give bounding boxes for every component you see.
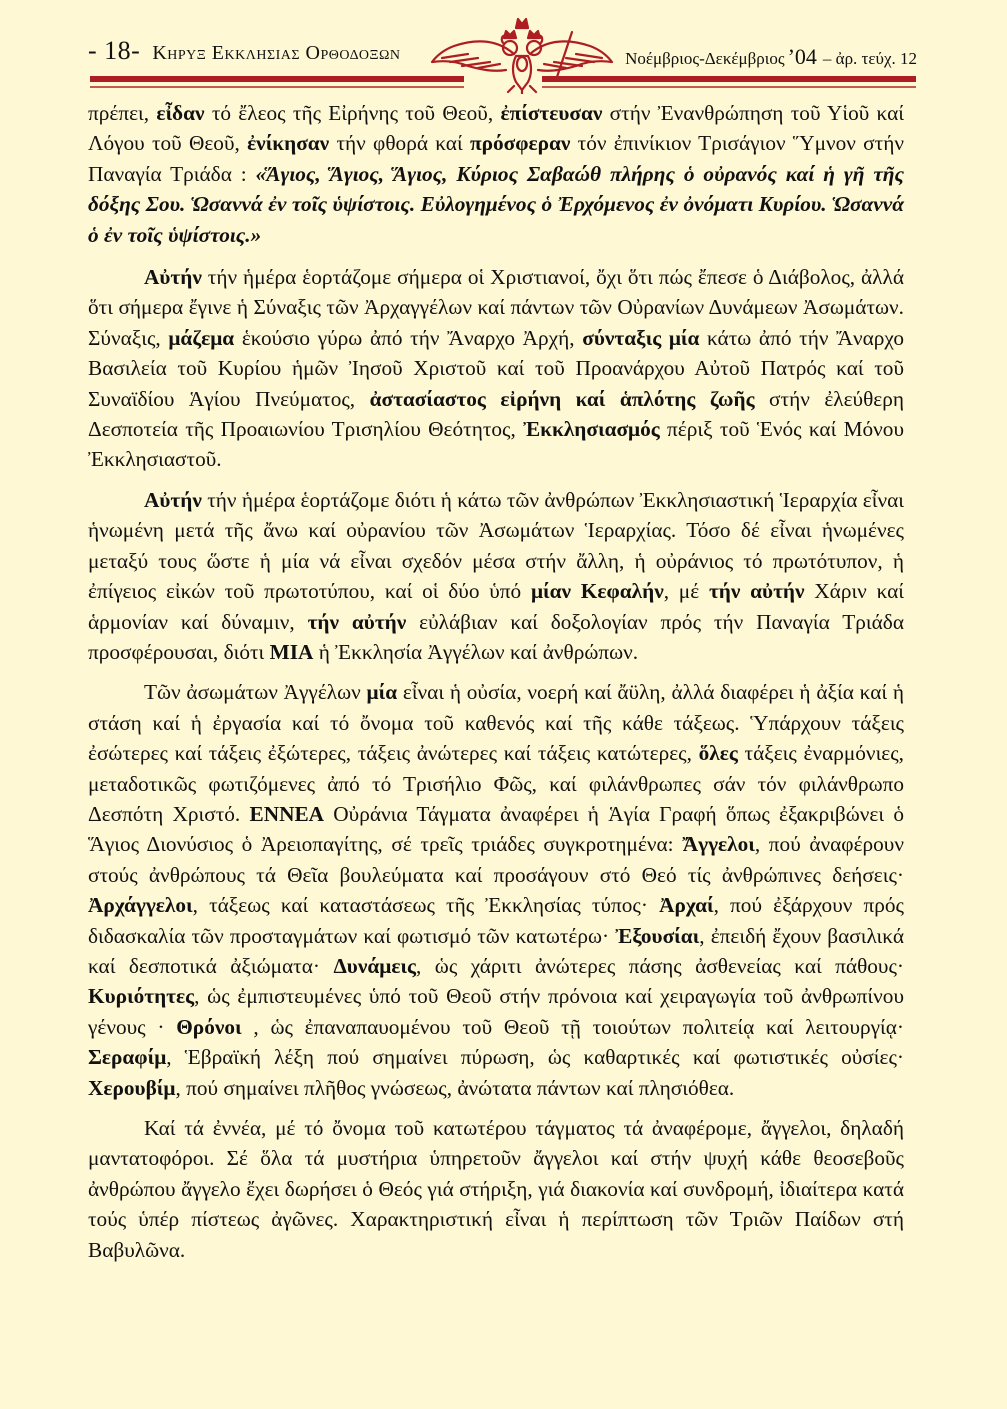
issue-months: Νοέμβριος-Δεκέμβριος — [625, 49, 785, 68]
text-run: στήν ἐλεύθερη Δεσποτεία τῆς Προαιωνίου Τρισηλίου Θεότητος, — [88, 386, 905, 442]
emphasis-text: εἶδαν — [156, 101, 205, 125]
emphasis-text: Ἀρχάγγελοι — [88, 893, 193, 918]
hymn-quote: «Ἅγιος, Ἅγιος, Ἅγιος, Κύριος Σαβαώθ πλήρης ὁ οὐρανός καί ἡ γῆ τῆς δόξης Σου. Ὡσαννά ἐν τοῖς ὑψίστοις. Εὐλογημένος ὁ Ἐρχόμενος ἐν ὀνόματι Κυρίου. Ὡσαννά ὁ ἐν τοῖς ὑψίστοις.» — [88, 161, 904, 247]
text-run: εἶναι ἡ οὐσία, νοερή καί ἄϋλη, ἀλλά διαφέρει ἡ ἀξία καί ἡ στάση καί ἡ ἐργασία καί τό ὄνομα τοῦ καθενός καί τῆς κάθε τάξεως. Ὑπάρχουν τάξεις ἐσώτερες καί τάξεις ἐξώτερες, τάξεις ἀνώτερες καί τάξεις κατώτερες, — [88, 680, 905, 766]
emphasis-text: ἀστασίαστος εἰρήνη καί ἁπλότης ζωῆς — [369, 386, 755, 411]
emphasis-text: ΜΙΑ — [269, 639, 314, 664]
text-run: ἡ Ἐκκλησία Ἀγγέλων καί ἀνθρώπων. — [313, 639, 639, 664]
emphasis-text: ἐπίστευσαν — [500, 101, 603, 125]
text-run: κάτω ἀπό τήν Ἄναρχο Βασιλεία τοῦ Κυρίου ἡμῶν Ἰησοῦ Χριστοῦ καί τοῦ Προανάρχου Αὐτοῦ Πατρός καί τοῦ Συναϊδίου Ἁγίου Πνεύματος, — [88, 325, 904, 411]
issue-info — [625, 44, 917, 70]
emphasis-text: Δυνάμεις — [333, 953, 417, 978]
text-run: Καί τά ἐννέα, μέ τό ὄνομα τοῦ κατωτέρου τάγματος τά ἀναφέρομε, ἄγγελοι, δηλαδή μαντατοφόροι. Σέ ὅλα τά μυστήρια ὑπηρετοῦν ἄγγελοι καί στήν ψυχή κάθε θεοσεβοῦς ἀνθρώπου ἄγγελο ἔχει δωρήσει ὁ Θεός γιά στήριξη, γιά διακονία καί συνδρομή, ἰδιαίτερα κατά τούς ὑπέρ πίστεως ἀγῶνες. Χαρακτηριστική εἶναι ἡ περίπτωση τῶν Τριῶν Παίδων στή Βαβυλῶνα. — [88, 1116, 904, 1262]
header-rule-thin-left — [90, 86, 464, 88]
emphasis-text: σύνταξις μία — [582, 325, 700, 350]
text-run: , τάξεως καί καταστάσεως τῆς Ἐκκλησίας τύπος· — [192, 893, 660, 918]
article-body — [88, 98, 904, 1275]
text-run: , πού ἀναφέρουν στούς ἀνθρώπους τά Θεῖα βουλεύματα καί προσάγουν στό Θεό τίς ἀνθρώπινες δεήσεις· — [88, 832, 904, 887]
header-rule-thin-right — [542, 86, 916, 88]
text-run: τό ἔλεος τῆς Εἰρήνης τοῦ Θεοῦ, — [204, 101, 501, 125]
text-run: , ἐπειδή ἔχουν βασιλικά καί δεσποτικά ἀξιώματα· — [88, 923, 904, 978]
issue-year: ’04 — [787, 44, 817, 69]
text-run: τήν ἡμέρα ἑορτάζομε διότι ἡ κάτω τῶν ἀνθρώπων Ἐκκλησιαστική Ἱεραρχία εἶναι ἡνωμένη μετά τῆς ἄνω καί οὐρανίου τῶν Ἀσωμάτων Ἱεραρχίας. Τόσο δέ εἶναι ἡνωμένες μεταξύ τους ὥστε ἡ μία νά εἶναι σχεδόν μέσα στήν ἄλλη, ἡ οὐράνιος τό πρωτότυπον, ἡ ἐπίγειος εἰκών τοῦ πρωτοτύπου, καί οἱ δύο ὑπό — [88, 487, 904, 604]
emphasis-text: Χερουβίμ — [88, 1075, 176, 1100]
text-run: εὐλάβιαν καί δοξολογίαν πρός τήν Παναγία Τριάδα προσφέρουσαι, διότι — [88, 609, 904, 664]
emphasis-text: τήν αὐτήν — [307, 609, 407, 634]
emphasis-text: Κυριότητες — [88, 984, 195, 1009]
text-run: τόν ἐπινίκιον Τρισάγιον Ὕμνον στήν Παναγία Τριάδα : — [88, 131, 904, 186]
text-run: , ὡς ἐπαναπαυομένου τοῦ Θεοῦ τῇ τοιούτων πολιτείᾳ καί λειτουργίᾳ· — [241, 1014, 905, 1039]
emphasis-text: Ἐκκλησιασμός — [523, 417, 660, 442]
journal-title: Κηρυξ Εκκλησιας Ορθοδοξων — [152, 42, 401, 64]
paragraph — [88, 485, 904, 667]
paragraph — [88, 98, 904, 250]
text-run: στήν Ἐνανθρώπηση τοῦ Υἱοῦ καί Λόγου τοῦ Θεοῦ, — [88, 101, 904, 156]
emphasis-text: μία — [366, 680, 398, 705]
text-run: Οὐράνια Τάγματα ἀναφέρει ἡ Ἁγία Γραφή ὅπως ἐξακριβώνει ὁ Ἅγιος Διονύσιος ὁ Ἀρειοπαγίτης, σέ τρεῖς τριάδες συγκροτημένα: — [88, 801, 904, 857]
text-run: , πού σημαίνει πλῆθος γνώσεως, ἀνώτατα πάντων καί πλησιόθεα. — [175, 1075, 735, 1100]
page-number: - 18- — [88, 36, 141, 65]
emphasis-text: Αὐτήν — [144, 265, 202, 290]
page-header — [0, 0, 1007, 95]
issue-number: – ἀρ. τεύχ. 12 — [822, 49, 917, 68]
header-rule-thick-right — [542, 76, 916, 82]
text-run: Χάριν καί ἁρμονίαν καί δύναμιν, — [88, 579, 905, 634]
emphasis-text: πρόσφεραν — [469, 131, 571, 156]
double-headed-eagle-icon — [428, 14, 616, 94]
emphasis-text: ΕΝΝΕΑ — [249, 801, 325, 826]
text-run: τήν ἡμέρα ἑορτάζομε σήμερα οἱ Χριστιανοί, ὄχι ὅτι πώς ἔπεσε ὁ Διάβολος, ἀλλά ὅτι σήμερα ἔγινε ἡ Σύναξις τῶν Ἀρχαγγέλων καί πάντων τῶν Οὐρανίων Δυνάμεων Ἀσωμάτων. Σύναξις, — [88, 265, 904, 350]
emphasis-text: ὅλες — [698, 741, 738, 766]
text-run: , Ἑβραϊκή λέξη πού σημαίνει πύρωση, ὡς καθαρτικές καί φωτιστικές οὐσίες· — [166, 1045, 904, 1070]
emphasis-text: Αὐτήν — [144, 487, 202, 512]
emphasis-text: μάζεμα — [168, 325, 235, 350]
emphasis-text: ἐνίκησαν — [247, 131, 330, 156]
header-left — [88, 36, 401, 76]
text-run: τήν φθορά καί — [329, 131, 470, 156]
text-run: , μέ — [663, 579, 709, 604]
header-rule-thick-left — [90, 76, 464, 82]
text-run: , ὡς χάριτι ἀνώτερες πάσης ἀσθενείας καί πάθους· — [416, 953, 904, 978]
text-run: τάξεις ἐναρμόνιες, μεταδοτικῶς φωτιζόμενες ἀπό τό Τρισήλιο Φῶς, καί φιλάνθρωπες σάν τόν φιλάνθρωπο Δεσπότη Χριστό. — [88, 741, 904, 826]
emphasis-text: Σεραφίμ — [88, 1045, 167, 1070]
paragraph — [88, 262, 904, 475]
text-run: ἑκούσιο γύρω ἀπό τήν Ἄναρχο Ἀρχή, — [234, 325, 583, 350]
emphasis-text: τήν αὐτήν — [708, 579, 805, 604]
paragraph — [88, 1113, 904, 1265]
text-run: , πού ἐξάρχουν πρός διδασκαλία τῶν προσταγμάτων καί φωτισμό τῶν κατωτέρω· — [88, 893, 904, 948]
emphasis-text: Ἀρχαί — [659, 893, 714, 918]
text-run: , ὡς ἐμπιστευμένες ὑπό τοῦ Θεοῦ στήν πρόνοια καί χειραγωγία τοῦ ἀνθρωπίνου γένους · — [88, 984, 904, 1039]
paragraph — [88, 677, 904, 1103]
text-run: πέριξ τοῦ Ἑνός καί Μόνου Ἐκκλησιαστοῦ. — [88, 417, 904, 472]
emphasis-text: Ἄγγελοι — [682, 832, 755, 857]
text-run: πρέπει, — [88, 101, 157, 125]
emphasis-text: Θρόνοι — [176, 1014, 242, 1039]
text-run: Τῶν ἀσωμάτων Ἀγγέλων — [144, 680, 367, 705]
emphasis-text: μίαν Κεφαλήν — [530, 579, 664, 604]
emphasis-text: Ἐξουσίαι — [615, 923, 700, 948]
